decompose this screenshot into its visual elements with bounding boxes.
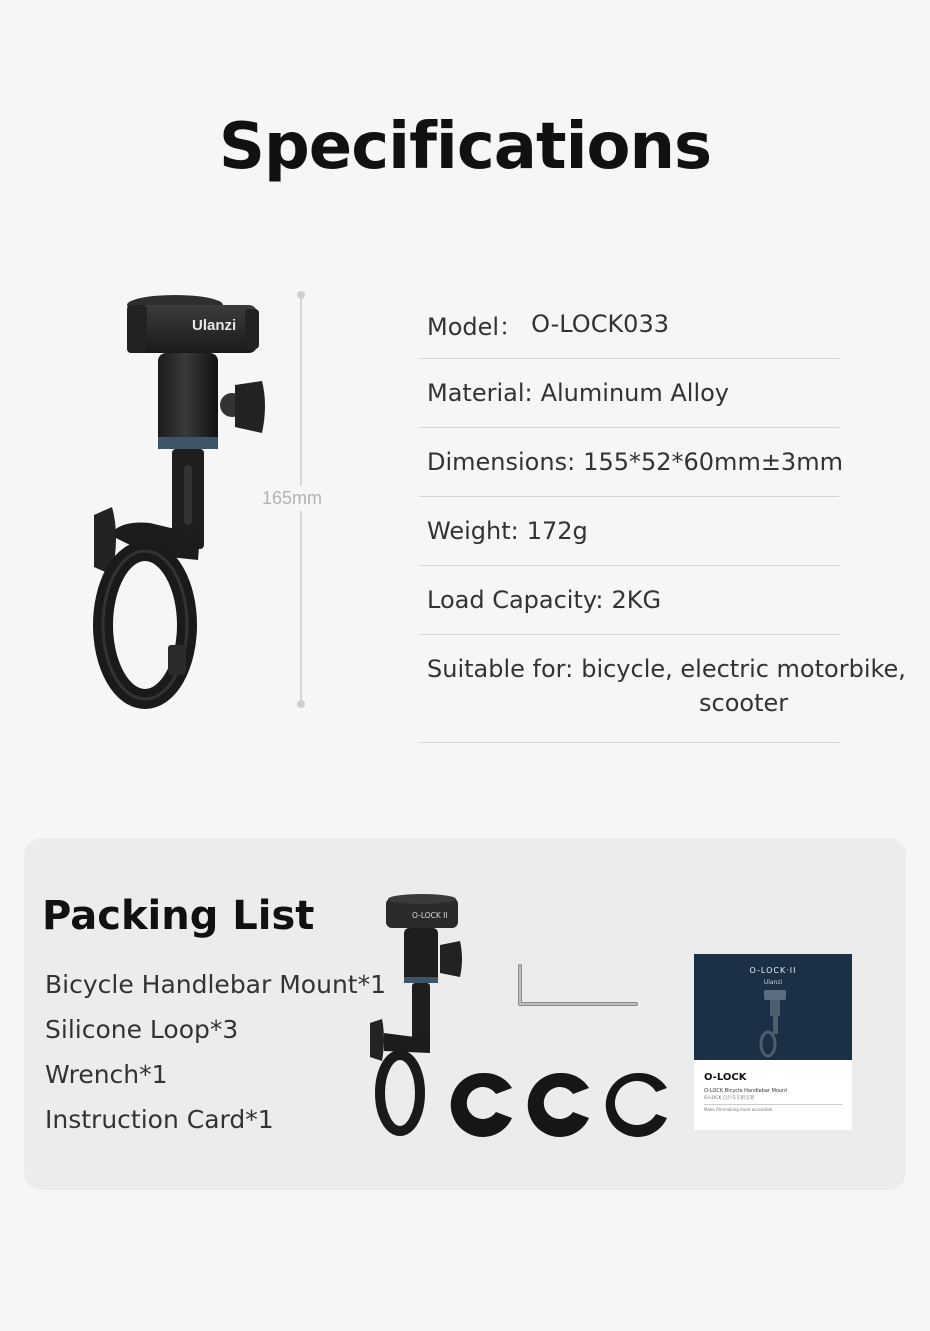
handlebar-mount-image — [80, 285, 270, 715]
spec-row-dimensions — [419, 428, 843, 497]
spec-row-model — [419, 290, 839, 359]
spec-list — [419, 290, 906, 743]
brand-logo-text: Ulanzi — [192, 317, 237, 334]
spec-value: O-LOCK033 — [531, 310, 669, 338]
spec-label: Load Capacity: — [427, 586, 604, 614]
spec-value: 172g — [526, 517, 588, 545]
spec-label: Suitable for: — [427, 655, 574, 683]
spec-value: 155*52*60mm±3mm — [583, 448, 843, 476]
spec-label: Model： — [427, 312, 524, 341]
packing-list-panel — [24, 838, 906, 1190]
packing-item: Bicycle Handlebar Mount*1 — [45, 970, 386, 999]
dimension-top-dot — [297, 291, 305, 299]
spec-value: 2KG — [611, 586, 662, 614]
dimension-bottom-dot — [297, 700, 305, 708]
packing-item: Instruction Card*1 — [45, 1105, 274, 1134]
spec-row-weight — [419, 497, 839, 566]
spec-label: Dimensions: — [427, 448, 576, 476]
height-dimension-label: 165mm — [262, 486, 322, 511]
silicone-loops-image — [448, 1070, 673, 1140]
spec-row-suitable-for — [419, 635, 906, 743]
instruction-card-image — [694, 954, 852, 1130]
card-footer: Make Filmmaking more accessible — [704, 1107, 773, 1112]
spec-label: Weight: — [427, 517, 519, 545]
spec-value-line-2: scooter — [699, 689, 789, 717]
spec-label: Material: — [427, 379, 533, 407]
packing-list-title: Packing List — [42, 893, 315, 939]
spec-row-load-capacity — [419, 566, 839, 635]
spec-value-line-1: bicycle, electric motorbike, — [581, 655, 906, 683]
card-subtitle: O-LOCK Bicycle Handlebar Mount — [704, 1088, 788, 1094]
page-title: Specifications — [218, 110, 712, 184]
card-logo: Ulanzi — [763, 979, 783, 986]
packing-item: Silicone Loop*3 — [45, 1015, 239, 1044]
packing-item: Wrench*1 — [45, 1060, 168, 1089]
spec-row-material — [419, 359, 839, 428]
packing-items — [45, 966, 386, 1146]
card-title: O-LOCK — [704, 1072, 747, 1083]
spec-value: Aluminum Alloy — [540, 379, 730, 407]
card-subtitle-cn: O-LOCK 自行车车把支架 — [704, 1096, 755, 1101]
card-brand: O-LOCK·II — [749, 966, 797, 975]
mount-brand-text: O-LOCK II — [412, 911, 448, 920]
card-divider — [704, 1104, 842, 1105]
card-product-illustration — [754, 988, 794, 1058]
wrench-image — [512, 962, 642, 1012]
